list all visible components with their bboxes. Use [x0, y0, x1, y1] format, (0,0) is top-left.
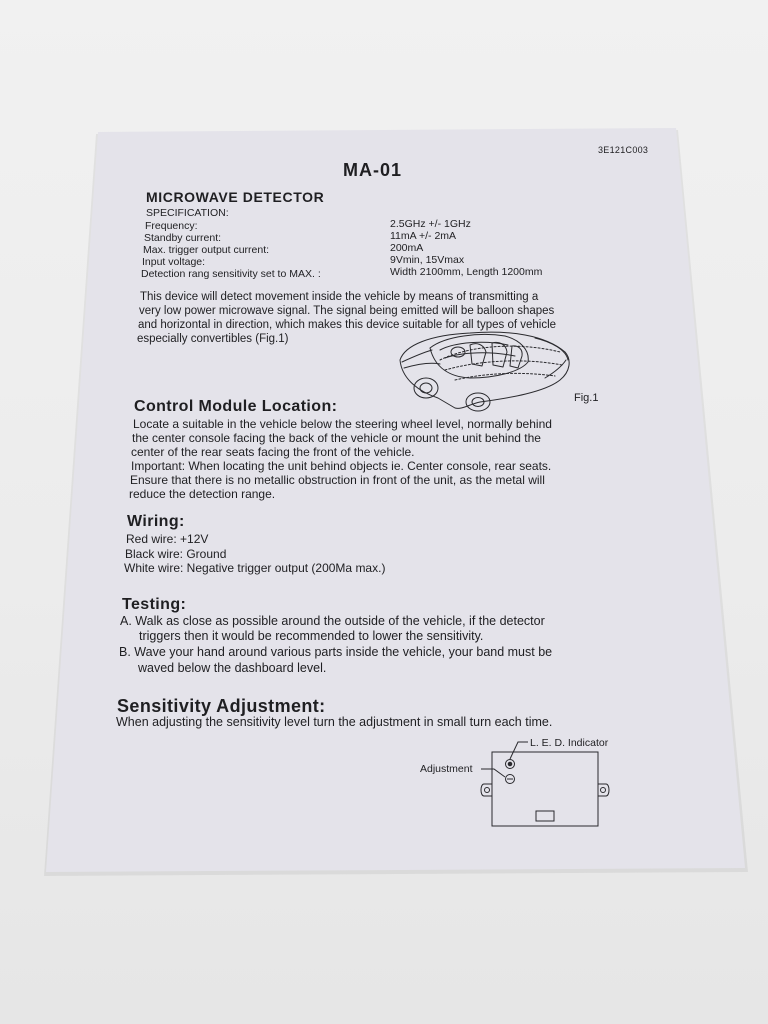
intro-line: This device will detect movement inside the vehicle by means of transmitting a [140, 291, 539, 303]
control-line: Locate a suitable in the vehicle below the steering wheel level, normally behind [133, 417, 552, 431]
spec-label-voltage: Input voltage: [142, 256, 206, 268]
wiring-line-red: Red wire: +12V [126, 532, 209, 546]
control-line: reduce the detection range. [129, 487, 276, 501]
spec-value-standby: 11mA +/- 2mA [390, 230, 457, 242]
spec-value-trigger: 200mA [390, 242, 424, 254]
sensitivity-text: When adjusting the sensitivity level turn the adjustment in small turn each time. [116, 715, 553, 729]
left-mount-ear [481, 784, 492, 796]
wiring-line-white: White wire: Negative trigger output (200Ma max.) [124, 561, 386, 575]
spec-heading: SPECIFICATION: [146, 207, 229, 219]
module-connector [536, 811, 554, 821]
right-mount-ear [598, 784, 609, 796]
adjustment-label: Adjustment [420, 763, 473, 775]
intro-line: and horizontal in direction, which makes this device suitable for all types of vehicle [138, 319, 557, 331]
spec-label-standby: Standby current: [144, 232, 222, 244]
spec-label-detection: Detection rang sensitivity set to MAX. : [141, 268, 321, 280]
wiring-heading: Wiring: [127, 513, 185, 530]
testing-line-b-cont: waved below the dashboard level. [138, 661, 327, 675]
control-line: the center console facing the back of the vehicle or mount the unit behind the [132, 431, 541, 445]
led-indicator-label: L. E. D. Indicator [530, 737, 609, 749]
document-code: 3E121C003 [598, 145, 649, 155]
sensitivity-heading: Sensitivity Adjustment: [117, 696, 326, 716]
control-line: Important: When locating the unit behind objects ie. Center console, rear seats. [131, 459, 552, 473]
testing-heading: Testing: [122, 596, 187, 613]
product-title: MICROWAVE DETECTOR [146, 189, 325, 205]
spec-label-trigger: Max. trigger output current: [143, 244, 270, 256]
testing-line-a: A. Walk as close as possible around the outside of the vehicle, if the detector [120, 614, 545, 628]
spec-value-voltage: 9Vmin, 15Vmax [390, 254, 465, 266]
intro-line: very low power microwave signal. The signal being emitted will be balloon shapes [139, 305, 555, 317]
fig1-label: Fig.1 [574, 392, 599, 404]
spec-value-frequency: 2.5GHz +/- 1GHz [390, 218, 471, 230]
control-heading: Control Module Location: [134, 398, 338, 415]
spec-value-detection: Width 2100mm, Length 1200mm [390, 266, 543, 278]
testing-line-b: B. Wave your hand around various parts inside the vehicle, your band must be [119, 645, 553, 659]
control-line: Ensure that there is no metallic obstruction in front of the unit, as the metal will [130, 473, 545, 487]
spec-label-frequency: Frequency: [145, 220, 198, 232]
control-line: center of the rear seats facing the front of the vehicle. [131, 445, 415, 459]
testing-line-a-cont: triggers then it would be recommended to lower the sensitivity. [139, 629, 484, 643]
model-title: MA-01 [343, 160, 403, 180]
intro-line: especially convertibles (Fig.1) [137, 333, 289, 345]
wiring-line-black: Black wire: Ground [125, 547, 227, 561]
